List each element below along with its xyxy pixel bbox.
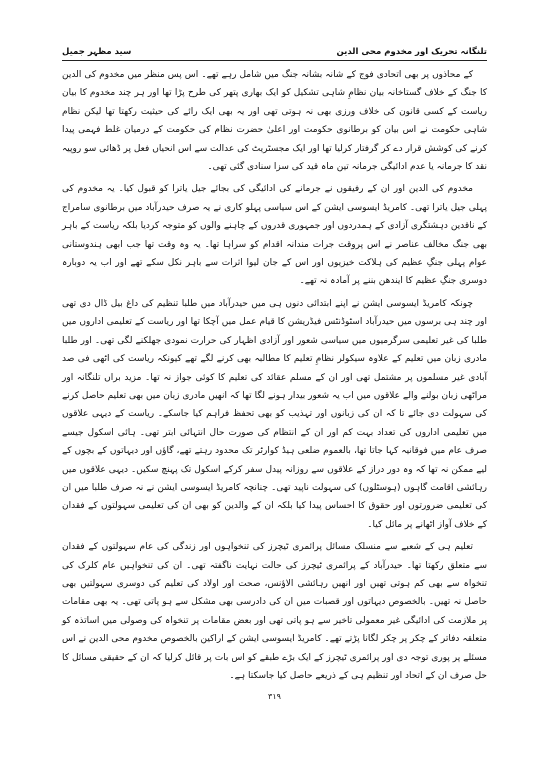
- header-author-name: سید مظہر جمیل: [62, 46, 132, 57]
- header-divider: [62, 60, 487, 61]
- header-book-title: تلنگانہ تحریک اور مخدوم محی الدین: [336, 46, 487, 57]
- body-text: [62, 66, 487, 689]
- paragraph-1: کے محاذوں پر بھی اتحادی فوج کے شانہ بشانہ جنگ میں شامل رہے تھے۔ اس پس منظر میں مخدوم کی الدین کا جنگ کے خلاف گستاخانہ بیان نظامِ شاہی تشکیل کو ایک بھاری پتھر کی طرح پڑا تھا اور ہر چند مخدوم کا بیان ریاست کے کسی قانون کی خلاف ورزی بھی نہ ہوتی تھی اور یہ بھی ایک رائے کی حیثیت رکھتا تھا لیکن نظام شاہی حکومت نے اس بیان کو برطانوی حکومت اور اعلیٰ حضرت نظام کی حکومت کے درمیان غلط فہمی پیدا کرنے کی کوشش قرار دے کر گرفتار کرلیا تھا اور ایک مجسٹریٹ کی عدالت سے اس انحیاں فعل پر ڈھائی سو روپیہ نقد کا جرمانہ یا عدم ادائیگی جرمانہ تین ماہ قید کی سزا سنادی گئی تھی۔: [62, 70, 488, 173]
- running-header: [62, 40, 487, 56]
- paragraph-2: مخدوم کی الدین اور ان کے رفیقوں نے جرمانے کی ادائیگی کی بجائے جیل یاترا کو قبول کیا۔ یہ مخدوم کی پہلی جیل یاترا تھی۔ کامریڈ ایسوسی ایشن کے اس سیاسی پہلو کاری نے یہ صرف حیدرآباد میں برطانوی سامراج کے ناقدین دہشتگری آزادی کے ہمدردوں اور جمہوری قدروں کے چاہنے والوں کو متوجہ کردیا بلکہ ریاست کے باہر بھی جنگ مخالف عناصر نے اس پروقت جرات مندانہ اقدام کو سراہا تھا۔ یہ وہ وقت تھا جب ابھی ہندوستانی عوام پہلی جنگِ عظیم کی ہلاکت خیزیوں اور اس کے جان لیوا اثرات سے باہر نکل سکے تھے اور اب یہ دوبارہ دوسری جنگِ عظیم کا ایندھن بننے پر آمادہ نہ تھے۔: [62, 184, 487, 287]
- paragraph-3: چونکہ کامریڈ ایسوسی ایشن نے اپنے ابتدائی دنوں ہی میں حیدرآباد میں طلبا تنظیم کی داغ بیل ڈال دی تھی اور چند ہی برسوں میں حیدرآباد اسٹوڈنٹس فیڈریشن کا قیام عمل میں آچکا تھا اور ریاست کے تعلیمی اداروں میں طلبا کی غیر تعلیمی سرگرمیوں میں سیاسی شعور اور آزادی اظہار کی حرارت نمودی جھلکنے لگی تھی۔ اور طلبا مادری زبان میں تعلیم کے علاوہ سیکولر نظامِ تعلیم کا مطالبہ بھی کرنے لگے تھے کیونکہ ریاست کی اٹھی فی صد آبادی غیر مسلموں پر مشتمل تھی اور ان کے مسلم عقائد کی تعلیم کا کوئی جواز نہ تھا۔ مزید براں تلنگانہ اور مراٹھی زبان بولنے والے علاقوں میں اب یہ شعور بیدار ہونے لگا تھا کہ انھیں مادری زبان میں بھی تعلیم حاصل کرنے کی سہولت دی جائے تا کہ ان کی زبانوں اور تہذیب کو بھی تحفظ فراہم کیا جاسکے۔ ریاست کے دیہی علاقوں میں تعلیمی اداروں کی تعداد بہت کم اور ان کے انتظام کی صورت حال انتہائی ابتر تھی۔ ہائی اسکول جیسے صرف عام میں فوقانیہ کہا جاتا تھا، بالعموم ضلعی ہیڈ کوارٹر تک محدود رہتے تھے، گاؤں اور دیہاتوں کے بچوں کے لیے ممکن نہ تھا کہ وہ دور دراز کے علاقوں سے روزانہ پیدل سفر کرکے اسکول تک پہنچ سکیں۔ دیہی علاقوں میں رہائشی اقامت گاہوں (ہوسٹلوں) کی سہولت ناپید تھی۔ چنانچہ کامریڈ ایسوسی ایشن نے نہ صرف طلبا میں ان کی تعلیمی ضرورتوں اور حقوق کا احساس پیدا کیا بلکہ ان کے والدین کو بھی ان کی تعلیمی سہولتوں کے فقدان کے خلاف آواز اٹھانے پر مائل کیا۔: [62, 298, 487, 530]
- paragraph-4: تعلیم ہی کے شعبے سے منسلک مسائل پرائمری ٹیچرز کی تنخواہوں اور زندگی کی عام سہولتوں کے فقدان سے متعلق رکھتا تھا۔ حیدرآباد کے پرائمری ٹیچرز کی حالت نہایت ناگفتہ تھی۔ ان کی تنخواہیں عام کلرک کی تنخواہ سے بھی کم ہوتی تھیں اور انھیں رہائشی الاؤنس، صحت اور اولاد کی تعلیم کی دوسری سہولتیں بھی حاصل نہ تھیں۔ بالخصوص دیہاتوں اور قصبات میں ان کی دادرسی بھی مشکل سے ہو پاتی تھی۔ یہ بھی مقامات پر ملازمت کی ادائیگی غیر معمولی تاخیر سے ہو پاتی تھی اور بعض مقامات پر تنخواہ کی وصولی میں اساتذہ کو متعلقہ دفاتر کے چکر پر چکر لگانا پڑتے تھے۔ کامریڈ ایسوسی ایشن کے اراکین بالخصوص مخدوم محی الدین نے اس مسئلے پر پوری توجہ دی اور پرائمری ٹیچرز کے ایک بڑے طبقے کو اس بات پر قائل کرلیا کہ ان کے حقیقی مسائل کا حل صرف ان کے اتحاد اور تنظیم ہی کے ذریعے حاصل کیا جاسکتا ہے۔: [62, 542, 487, 681]
- page-number: ۳۱۹: [268, 692, 281, 701]
